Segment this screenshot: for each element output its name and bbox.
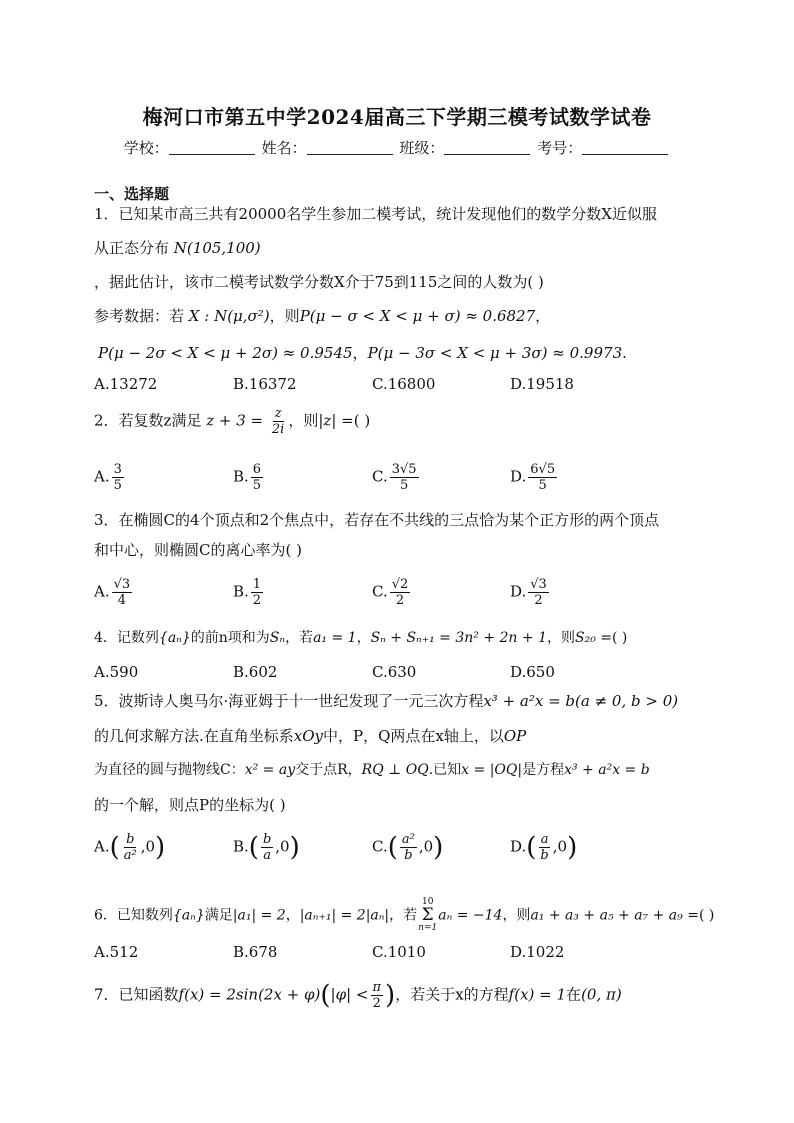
q5-oq: x = |OQ|: [461, 762, 523, 778]
q3-option-c-label: C.: [372, 582, 388, 601]
q2-option-b-frac: [251, 462, 263, 493]
q2-option-c-frac: [390, 462, 419, 493]
q2-option-d-den: 5: [538, 478, 547, 493]
q5-text-c: 中，P，Q两点在x轴上，以: [323, 727, 504, 745]
q3-option-a-num: √3: [113, 577, 131, 592]
q2-option-a-den: 5: [113, 478, 122, 493]
q5-option-d[interactable]: [510, 832, 577, 863]
q5-option-a-frac: [122, 832, 139, 863]
q2-option-c-label: C.: [372, 467, 388, 486]
q5-equation: x³ + a²x = b: [564, 762, 650, 778]
q7-stem: [94, 980, 622, 1011]
q3-option-a-label: A.: [94, 582, 110, 601]
q7-text-c: 在: [566, 985, 582, 1004]
q1-option-b[interactable]: B.16372: [233, 375, 297, 393]
q3-option-c-den: 2: [395, 593, 405, 608]
q3-option-d-den: 2: [534, 593, 543, 608]
q3-option-b-den: 2: [252, 593, 262, 608]
q5-text-a: 5．波斯诗人奥马尔·海亚姆于十一世纪发现了一元三次方程: [94, 692, 484, 710]
q1-ref-comma: ，: [535, 307, 551, 325]
q4-option-c[interactable]: C.630: [372, 663, 417, 681]
q3-option-a-den: 4: [117, 593, 127, 608]
q3-option-b-frac: [251, 577, 263, 608]
q2-option-a-label: A.: [94, 467, 110, 486]
q6-sum-bottom: n=1: [418, 923, 438, 933]
q2-option-d-frac: [528, 462, 557, 493]
q4-text-b: 的前n项和为: [190, 630, 270, 646]
number-label: 考号：: [537, 139, 583, 157]
q2-option-c-den: 5: [399, 478, 409, 493]
q6-option-c[interactable]: C.1010: [372, 943, 426, 961]
q5-option-a-num: b: [126, 832, 135, 847]
school-blank[interactable]: [169, 140, 255, 155]
q5-option-c-rparen: ): [433, 832, 444, 863]
q6-seq: {aₙ}: [172, 907, 205, 924]
q1-text: 从正态分布: [94, 239, 170, 257]
q1-ref-dist: X : N(μ,σ²): [188, 307, 270, 325]
q5-option-a-lparen: (: [109, 832, 120, 863]
q3-option-d[interactable]: [510, 577, 551, 608]
q5-option-b-frac: [261, 832, 273, 863]
q7-text-a: 7．已知函数: [94, 985, 179, 1004]
q3-option-d-num: √3: [530, 577, 547, 592]
q3-option-a-frac: [112, 577, 133, 608]
q5-coords: xOy: [293, 727, 324, 745]
name-blank[interactable]: [307, 140, 393, 155]
q6-cond1: |a₁| = 2: [232, 907, 286, 924]
q6-text-d: ，若: [389, 907, 418, 924]
q5-option-d-rparen: ): [567, 832, 578, 863]
q6-sigma: Σ: [421, 905, 434, 925]
q4-text-d: ，: [356, 630, 371, 646]
q1-line5: [98, 343, 627, 363]
q7-cond-den: 2: [372, 996, 381, 1011]
q5-text-e: 交于点R，: [295, 762, 362, 778]
q2-sep: ，则: [288, 411, 319, 430]
q1-ref-end: .: [622, 344, 627, 362]
q1-normal-dist: N(105,100): [173, 239, 261, 257]
section-heading: 一、选择题: [94, 185, 170, 203]
q3-option-a[interactable]: [94, 577, 134, 608]
q5-option-b-rparen: ): [289, 832, 300, 863]
q2-option-c-num: 3√5: [391, 462, 417, 477]
q2-text: 2．若复数z满足: [94, 411, 202, 430]
q2-option-b[interactable]: [233, 462, 265, 493]
q1-ref-sep: ，则: [269, 307, 300, 325]
q7-cond: |φ| <: [330, 985, 369, 1004]
q2-abs: |z| =: [318, 411, 354, 430]
q5-line1: [94, 691, 678, 711]
q2-frac-num: z: [274, 406, 282, 421]
q2-option-d-label: D.: [510, 467, 527, 486]
q5-option-a-tail: ,0: [140, 837, 156, 856]
q5-option-b-num: b: [262, 832, 272, 847]
q4-s20: S₂₀ =: [574, 630, 612, 646]
q4-text-e: ，则: [546, 630, 575, 646]
q5-option-d-tail: ,0: [552, 837, 568, 856]
q7-interval: (0, π): [581, 985, 622, 1004]
q6-option-b[interactable]: B.678: [233, 943, 278, 961]
q5-option-c[interactable]: [372, 832, 443, 863]
q2-option-b-den: 5: [252, 478, 262, 493]
q4-text-a: 4．记数列: [94, 630, 159, 646]
q3-option-c[interactable]: [372, 577, 412, 608]
q3-option-d-frac: [528, 577, 549, 608]
q6-paren: ( ): [698, 907, 715, 924]
q2-option-a-num: 3: [113, 462, 122, 477]
q5-text-g: 是方程: [522, 762, 565, 778]
q5-option-b-tail: ,0: [275, 837, 290, 856]
q6-text-a: 6．已知数列: [94, 907, 173, 924]
q2-option-b-num: 6: [252, 462, 262, 477]
q2-option-a[interactable]: [94, 462, 126, 493]
q5-parabola: x² = ay: [244, 762, 296, 778]
q2-paren: ( ): [353, 411, 371, 430]
page-title: 梅河口市第五中学2024届高三下学期三模考试数学试卷: [142, 105, 652, 129]
q1-option-d[interactable]: D.19518: [510, 375, 574, 393]
q1-ref-3sigma: P(μ − 3σ < X < μ + 3σ) ≈ 0.9973: [367, 344, 623, 362]
q5-option-d-num: a: [540, 832, 549, 847]
q2-option-a-frac: [112, 462, 124, 493]
q2-stem: [94, 406, 370, 437]
q6-text-e: ，则: [502, 907, 531, 924]
q7-lparen: (: [320, 980, 331, 1011]
q5-text-b: 的几何求解方法.在直角坐标系: [94, 727, 294, 745]
q6-option-d[interactable]: D.1022: [510, 943, 565, 961]
q6-sum-top: 10: [421, 897, 434, 907]
q5-option-d-frac: [538, 832, 550, 863]
q5-option-a[interactable]: [94, 832, 165, 863]
q1-option-c[interactable]: C.16800: [372, 375, 436, 393]
q6-target: a₁ + a₃ + a₅ + a₇ + a₉ =: [530, 907, 699, 924]
q7-text-b: ，若关于x的方程: [395, 985, 509, 1004]
q5-option-c-num: a²: [401, 832, 415, 847]
school-label: 学校：: [123, 139, 169, 157]
q6-cond2: |aₙ₊₁| = 2|aₙ|: [299, 907, 390, 924]
q5-option-c-label: C.: [372, 837, 388, 856]
q4-stem: [94, 628, 627, 648]
q1-ref-comma2: ，: [352, 344, 368, 362]
q3-option-b[interactable]: [233, 577, 265, 608]
q4-paren: ( ): [611, 630, 628, 646]
class-label: 班级：: [399, 139, 445, 157]
q5-option-b[interactable]: [233, 832, 300, 863]
class-blank[interactable]: [444, 140, 530, 155]
q1-ref-label: 参考数据：若: [94, 307, 185, 325]
q5-op: OP: [503, 727, 527, 745]
q5-option-b-lparen: (: [248, 832, 259, 863]
q2-option-d-num: 6√5: [530, 462, 556, 477]
q5-text-d: 为直径的圆与抛物线C：: [94, 762, 245, 778]
q3-option-b-label: B.: [233, 582, 249, 601]
q5-option-c-tail: ,0: [418, 837, 434, 856]
q5-option-d-label: D.: [510, 837, 527, 856]
q4-a1: a₁ = 1: [313, 630, 357, 646]
q2-option-c[interactable]: [372, 462, 421, 493]
name-label: 姓名：: [261, 139, 307, 157]
q4-sn: Sₙ: [269, 630, 286, 646]
q7-function: f(x) = 2sin(2x + φ): [178, 985, 321, 1004]
q7-cond-num: π: [372, 980, 382, 995]
q1-line1: 1．已知某市高三共有20000名学生参加二模考试，统计发现他们的数学分数X近似服: [94, 205, 657, 223]
q7-rparen: ): [385, 980, 396, 1011]
q3-line2: 和中心，则椭圆C的离心率为( ): [94, 541, 302, 559]
q4-option-d[interactable]: D.650: [510, 663, 555, 681]
q5-option-d-den: b: [540, 848, 549, 863]
q5-text-f: .已知: [428, 762, 462, 778]
q4-text-c: ，若: [285, 630, 314, 646]
q4-option-a[interactable]: A.590: [94, 663, 139, 681]
q5-option-c-lparen: (: [387, 832, 398, 863]
q6-option-a[interactable]: A.512: [94, 943, 139, 961]
q5-option-c-den: b: [404, 848, 413, 863]
q5-option-a-den: a²: [123, 848, 137, 863]
q3-option-c-frac: [390, 577, 411, 608]
q3-option-c-num: √2: [391, 577, 409, 592]
q5-option-a-label: A.: [94, 837, 110, 856]
q2-frac-den: 2i: [271, 422, 285, 437]
q2-option-d[interactable]: [510, 462, 559, 493]
q7-equation: f(x) = 1: [508, 985, 567, 1004]
q1-option-a[interactable]: A.13272: [94, 375, 158, 393]
q6-text-c: ，: [285, 907, 300, 924]
q5-cubic: x³ + a²x = b(a ≠ 0, b > 0): [483, 692, 679, 710]
q5-line4: 的一个解，则点P的坐标为( ): [94, 796, 286, 814]
q3-option-b-num: 1: [252, 577, 262, 592]
q5-line3: [94, 760, 650, 780]
q2-option-b-label: B.: [233, 467, 249, 486]
q5-option-b-label: B.: [233, 837, 249, 856]
q6-sum-symbol: [418, 898, 437, 933]
number-blank[interactable]: [582, 140, 668, 155]
q1-ref-1sigma: P(μ − σ < X < μ + σ) ≈ 0.6827: [299, 307, 536, 325]
q4-option-b[interactable]: B.602: [233, 663, 278, 681]
q5-perp: RQ ⊥ OQ: [361, 762, 429, 778]
q1-ref-2sigma: P(μ − 2σ < X < μ + 2σ) ≈ 0.9545: [98, 344, 353, 362]
q7-cond-frac: [371, 980, 384, 1011]
q2-expr: z + 3 =: [206, 411, 264, 430]
q6-stem: [94, 898, 714, 933]
q1-line3: ，据此估计，该市二模考试数学分数X介于75到115之间的人数为( ): [94, 273, 544, 291]
q3-option-d-label: D.: [510, 582, 527, 601]
q1-line4: [94, 306, 550, 326]
q5-option-d-lparen: (: [526, 832, 537, 863]
student-info-line: [0, 137, 794, 158]
q5-option-b-den: a: [263, 848, 271, 863]
q5-line2: [94, 726, 526, 746]
q4-seq: {aₙ}: [158, 630, 191, 646]
q3-line1: 3．在椭圆C的4个顶点和2个焦点中，若存在不共线的三点恰为某个正方形的两个顶点: [94, 511, 660, 529]
q4-relation: Sₙ + Sₙ₊₁ = 3n² + 2n + 1: [370, 630, 547, 646]
q6-text-b: 满足: [204, 907, 233, 924]
q5-option-a-rparen: ): [155, 832, 166, 863]
q2-fraction: [270, 406, 286, 437]
q1-line2: [94, 238, 261, 258]
q5-option-c-frac: [400, 832, 417, 863]
q6-sum-expr: aₙ = −14: [438, 907, 503, 924]
